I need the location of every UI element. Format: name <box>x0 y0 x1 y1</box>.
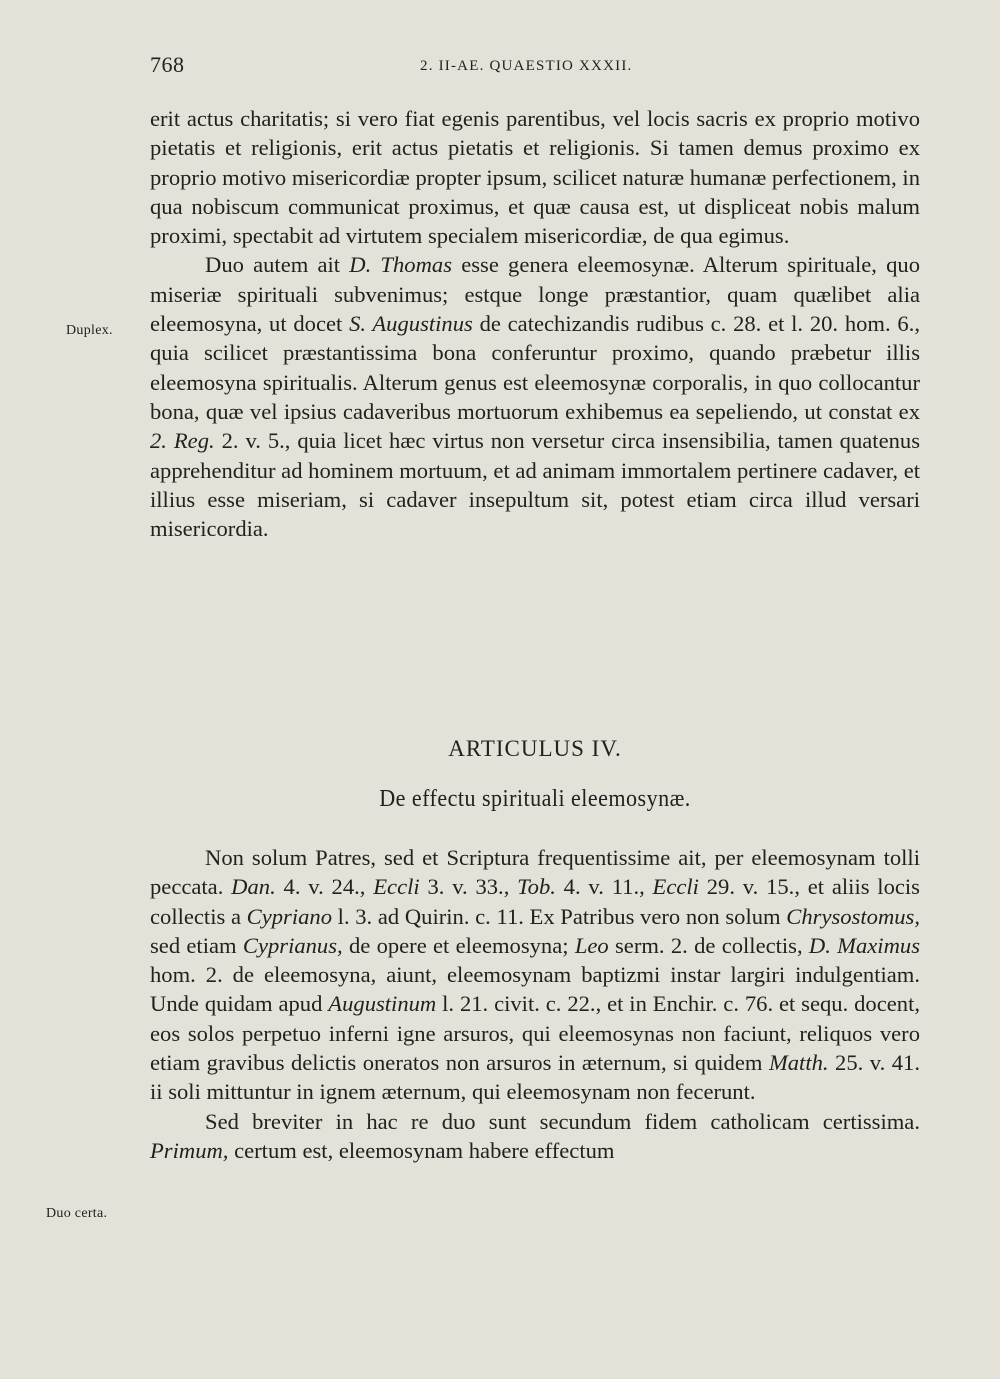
italic-span: S. Augustinus <box>349 311 473 337</box>
text-span: hom. 2. de eleemosyna, aiunt, eleemosynam baptizmi instar largiri indulgentiam. Unde quidam apud <box>150 962 920 1017</box>
italic-span: Eccli <box>373 874 420 900</box>
text-span: de opere et eleemosyna; <box>342 932 575 958</box>
margin-note-duo-certa: Duo certa. <box>46 1206 108 1221</box>
text-span: serm. 2. de collectis, <box>608 932 809 958</box>
italic-span: Matth. <box>768 1050 829 1076</box>
text-span: l. 3. ad Quirin. c. 11. Ex Patribus vero non solum <box>332 903 787 929</box>
italic-span: Cyprianus, <box>242 932 343 958</box>
text-span: Sed breviter in hac re duo sunt secundum fidem catholicam certissima. <box>205 1108 920 1134</box>
text-span: 4. v. 24., <box>275 874 374 900</box>
running-head: 2. II-AE. QUAESTIO XXXII. <box>420 58 633 74</box>
text-span: l. 21. civit. c. 22., et in Enchir. c. 76. et sequ. docent, eos solos perpetuo inferni igne arsuros, qui eleemosynas non faciunt, reliquos vero etiam gravibus delictis oneratos non arsuros in æternum, si quidem <box>150 991 920 1076</box>
paragraph <box>150 250 920 543</box>
text-block-continuation <box>150 104 920 543</box>
text-block-article <box>150 843 920 1165</box>
italic-span: Chrysostomus, <box>786 903 920 929</box>
italic-span: D. Thomas <box>349 252 453 278</box>
italic-span: Dan. <box>231 874 276 900</box>
page-number: 768 <box>150 52 185 77</box>
text-span: 3. v. 33., <box>419 874 518 900</box>
text-span: Duo autem ait <box>205 252 350 278</box>
margin-note-duplex: Duplex. <box>66 323 113 338</box>
text-span: 4. v. 11., <box>555 874 653 900</box>
italic-span: Tob. <box>517 874 556 900</box>
text-span: 25. v. 41. ii soli mittuntur in ignem æternum, qui eleemosynam non fecerunt. <box>150 1050 920 1105</box>
paragraph <box>150 843 920 1107</box>
text-span: esse genera eleemosynæ. Alterum spirituale, quo miseriæ spirituali subvenimus; estque longe præstantior, quam quælibet alia eleemosyna, ut docet <box>150 252 921 337</box>
italic-span: Leo <box>574 932 609 958</box>
italic-span: Cypriano <box>246 903 332 929</box>
paragraph <box>150 1107 920 1166</box>
text-span: certum est, eleemosynam habere effectum <box>228 1137 615 1163</box>
text-span: 2. v. 5., quia licet hæc virtus non versetur circa insensibilia, tamen quatenus apprehenditur ad hominem mortuum, et ad animam immortalem pertinere cadaver, et illius esse miseriam, si cadaver insepultum sit, potest etiam circa illud versari misericordia. <box>150 428 920 542</box>
italic-span: Eccli <box>652 874 699 900</box>
italic-span: 2. Reg. <box>150 428 215 454</box>
italic-span: Augustinum <box>328 991 437 1017</box>
text-span: 29. v. 15., et aliis locis collectis a <box>150 874 920 929</box>
article-subheading: De effectu spirituali eleemosynæ. <box>379 786 691 812</box>
article-heading: ARTICULUS IV. <box>448 736 622 761</box>
paragraph: erit actus charitatis; si vero fiat egenis parentibus, vel locis sacris ex proprio motivo pietatis et religionis, erit actus pietatis et religionis. Si tamen demus proximo ex proprio motivo misericordiæ propter ipsum, scilicet naturæ humanæ perfectionem, in qua nobiscum communicat proximus, et quæ causa est, ut displiceat nobis malum proximi, spectabit ad virtutem specialem misericordiæ, de qua egimus. <box>150 106 920 249</box>
page-header <box>150 52 920 82</box>
text-span: sed etiam <box>150 932 243 958</box>
text-span: de catechizandis rudibus c. 28. et l. 20. hom. 6., quia scilicet præstantissima bona conferuntur proximo, quando præbetur illis eleemosyna spiritualis. Alterum genus est eleemosynæ corporalis, in quo collocantur bona, quæ vel ipsius cadaveribus mortuorum exhibemus ea sepeliendo, ut constat ex <box>150 311 920 424</box>
italic-span: Primum, <box>150 1137 229 1163</box>
italic-span: D. Maximus <box>808 932 920 958</box>
text-span: Non solum Patres, sed et Scriptura frequentissime ait, per eleemosynam tolli peccata. <box>150 845 920 900</box>
